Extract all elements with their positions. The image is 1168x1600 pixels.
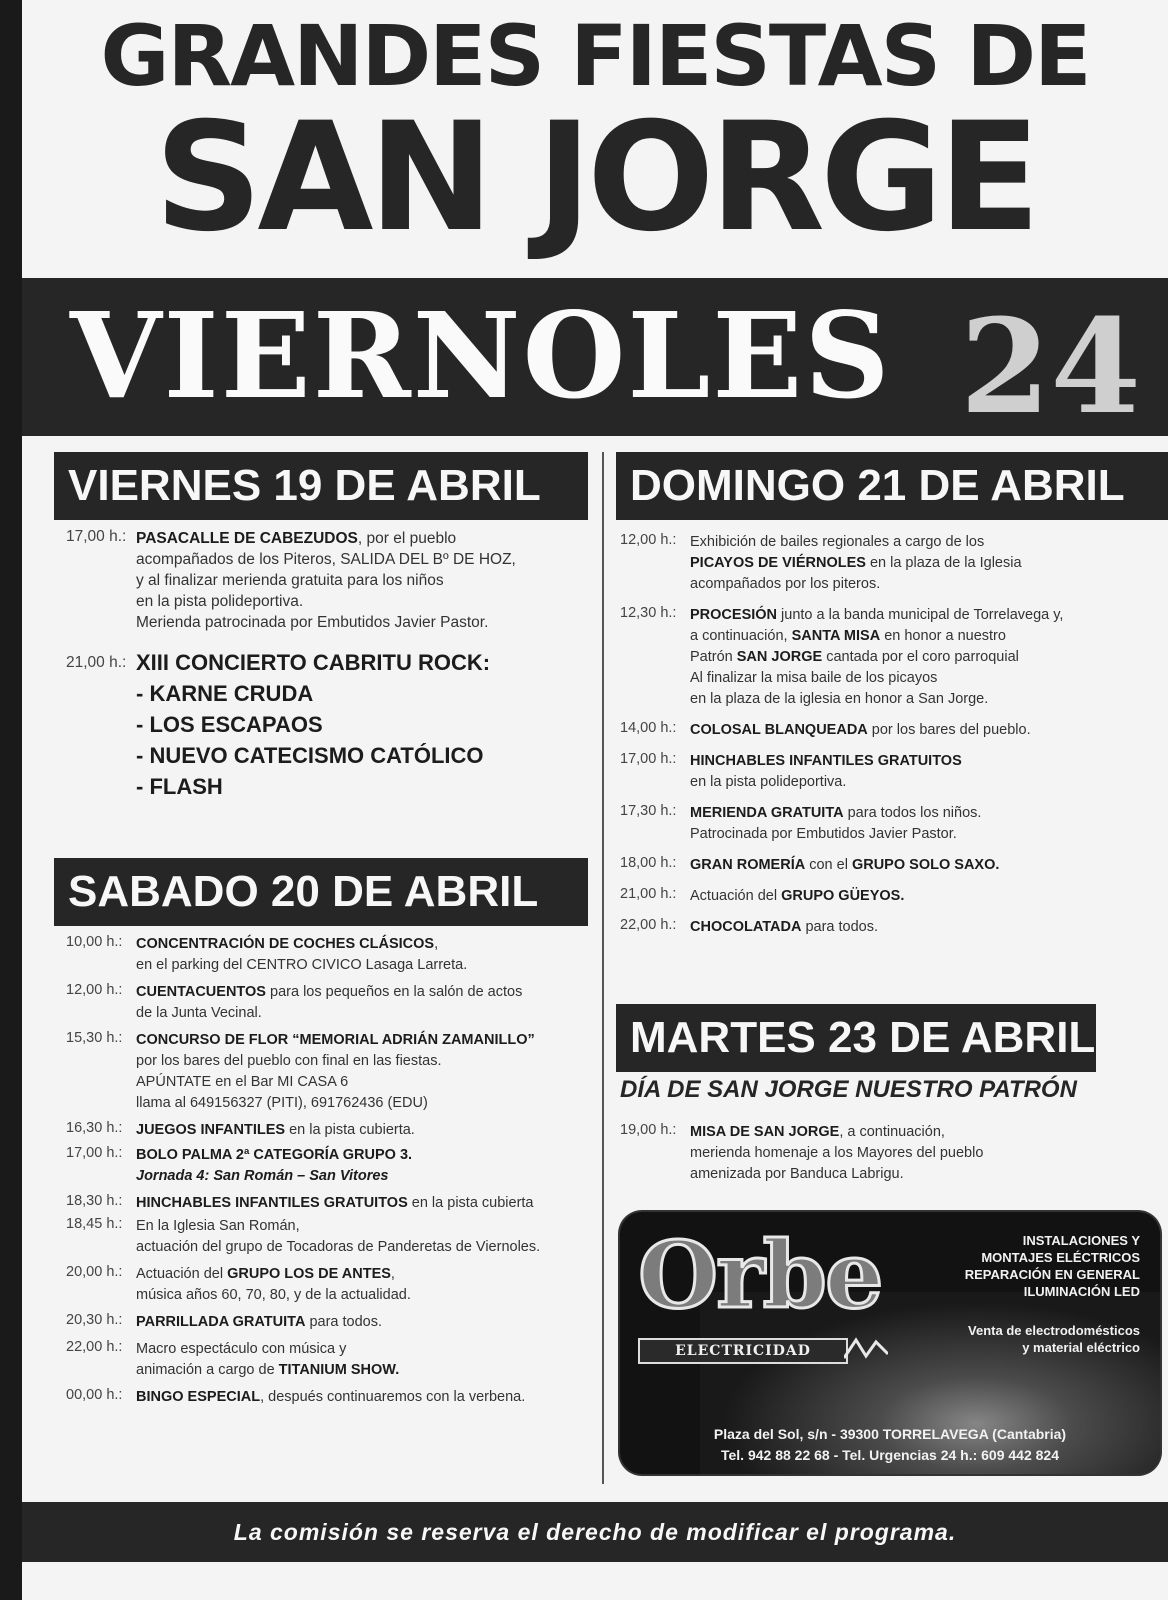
event-text: en la plaza de la iglesia en honor a San Jorge.: [690, 691, 989, 707]
event-title: TITANIUM SHOW.: [278, 1362, 400, 1378]
event-time: 12,00 h.:: [620, 532, 677, 548]
event-entry: [66, 1312, 602, 1333]
event-text: llama al 649156327 (PITI), 691762436 (EDU): [136, 1095, 428, 1111]
event-text: Actuación del: [690, 888, 782, 904]
martes-subtitle: DÍA DE SAN JORGE NUESTRO PATRÓN: [620, 1076, 1077, 1103]
event-text: Al finalizar la misa baile de los picayos: [690, 670, 938, 686]
event-entry: [66, 647, 596, 802]
event-entry: [66, 1030, 602, 1114]
event-time: 15,30 h.:: [66, 1030, 123, 1046]
event-time: 20,00 h.:: [66, 1264, 123, 1280]
event-text: en la pista cubierta: [407, 1195, 534, 1211]
heading-sabado: SABADO 20 DE ABRIL: [54, 858, 588, 926]
event-time: 17,00 h.:: [620, 751, 677, 767]
band-item: - NUEVO CATECISMO CATÓLICO: [136, 743, 484, 768]
poster: [22, 0, 1168, 1600]
event-time: 19,00 h.:: [620, 1122, 677, 1138]
event-time: 22,00 h.:: [66, 1339, 123, 1355]
event-time: 14,00 h.:: [620, 720, 677, 736]
event-entry: [66, 982, 602, 1024]
event-text: actuación del grupo de Tocadoras de Panderetas de Viernoles.: [136, 1239, 541, 1255]
event-time: 21,00 h.:: [620, 886, 677, 902]
event-text: amenizada por Banduca Labrigu.: [690, 1166, 904, 1182]
event-text: Exhibición de bailes regionales a cargo de los: [690, 534, 985, 550]
event-title: GRUPO SOLO SAXO.: [851, 857, 1000, 873]
event-text: por los bares del pueblo.: [867, 722, 1031, 738]
event-text: Actuación del: [136, 1266, 228, 1282]
event-text: Patrocinada por Embutidos Javier Pastor.: [690, 826, 957, 842]
event-time: 16,30 h.:: [66, 1120, 123, 1136]
event-title: JUEGOS INFANTILES: [136, 1122, 286, 1138]
title-band: [22, 278, 1168, 443]
event-time: 18,45 h.:: [66, 1216, 123, 1232]
event-time: 12,30 h.:: [620, 605, 677, 621]
event-text: , por el pueblo: [357, 530, 457, 547]
event-title: SAN JORGE: [736, 649, 823, 665]
ad-sales-line: y material eléctrico: [1022, 1340, 1140, 1355]
event-title: CONCURSO DE FLOR “MEMORIAL ADRIÁN ZAMANILLO”: [136, 1032, 535, 1048]
event-time: 18,00 h.:: [620, 855, 677, 871]
event-entry: [66, 934, 602, 976]
event-text: para todos.: [801, 919, 878, 935]
event-title: HINCHABLES INFANTILES GRATUITOS: [136, 1195, 408, 1211]
event-text: APÚNTATE en el Bar MI CASA 6: [136, 1074, 349, 1090]
event-entry: [66, 1193, 602, 1214]
event-text: en la pista cubierta.: [285, 1122, 415, 1138]
event-text: en el parking del CENTRO CIVICO Lasaga Larreta.: [136, 957, 468, 973]
event-text: Jornada 4: San Román – San Vitores: [136, 1168, 389, 1184]
event-text: acompañados por los piteros.: [690, 576, 881, 592]
event-entry: [620, 803, 1160, 845]
event-title: GRAN ROMERÍA: [690, 857, 806, 873]
event-time: 17,00 h.:: [66, 528, 127, 545]
event-entry: [66, 528, 596, 633]
year-number: 24: [960, 290, 1141, 443]
event-text: En la Iglesia San Román,: [136, 1218, 300, 1234]
event-entry: [66, 1387, 602, 1408]
event-text: animación a cargo de: [136, 1362, 279, 1378]
event-text: merienda homenaje a los Mayores del pueblo: [690, 1145, 984, 1161]
event-text: acompañados de los Piteros, SALIDA DEL Bº DE HOZ,: [136, 551, 516, 568]
event-time: 21,00 h.:: [66, 654, 127, 671]
ad-service-line: REPARACIÓN EN GENERAL: [964, 1267, 1140, 1282]
ad-phones: Tel. 942 88 22 68 - Tel. Urgencias 24 h.: 609 442 824: [720, 1447, 1060, 1463]
event-entry: [620, 917, 1160, 938]
event-text: música años 60, 70, 80, y de la actualidad.: [136, 1287, 411, 1303]
event-entry: [620, 1122, 1160, 1185]
event-text: junto a la banda municipal de Torrelavega y,: [777, 607, 1064, 623]
title-line-2: SAN JORGE: [154, 91, 1036, 265]
event-title: PASACALLE DE CABEZUDOS: [136, 530, 358, 547]
event-time: 10,00 h.:: [66, 934, 123, 950]
event-text: en la pista polideportiva.: [136, 593, 304, 610]
event-entry: [66, 1264, 602, 1306]
event-entry: [620, 751, 1160, 793]
event-title: CUENTACUENTOS: [136, 984, 266, 1000]
event-time: 18,30 h.:: [66, 1193, 123, 1209]
event-text: con el: [805, 857, 852, 873]
ad-address: Plaza del Sol, s/n - 39300 TORRELAVEGA (Cantabria): [713, 1426, 1067, 1442]
event-entry: [66, 1145, 602, 1187]
event-text: para los pequeños en la salón de actos: [265, 984, 523, 1000]
band-item: - KARNE CRUDA: [136, 681, 314, 706]
event-text: a continuación,: [690, 628, 792, 644]
event-entry: [620, 855, 1160, 876]
column-divider: [602, 452, 604, 1484]
ad-services: [965, 1232, 1140, 1300]
sabado-events: [66, 934, 602, 1417]
event-text: cantada por el coro parroquial: [822, 649, 1019, 665]
event-text: en la pista polideportiva.: [690, 774, 847, 790]
footer-disclaimer: La comisión se reserva el derecho de modificar el programa.: [22, 1502, 1168, 1562]
event-time: 00,00 h.:: [66, 1387, 123, 1403]
heading-domingo: DOMINGO 21 DE ABRIL: [616, 452, 1168, 520]
event-title: MERIENDA GRATUITA: [690, 805, 844, 821]
event-text: Merienda patrocinada por Embutidos Javier Pastor.: [136, 614, 489, 631]
event-time: 17,30 h.:: [620, 803, 677, 819]
event-text: , a continuación,: [839, 1124, 945, 1140]
event-text: Macro espectáculo con música y: [136, 1341, 347, 1357]
concert-title: XIII CONCIERTO CABRITU ROCK:: [136, 650, 491, 675]
event-text: por los bares del pueblo con final en las fiestas.: [136, 1053, 442, 1069]
event-text: de la Junta Vecinal.: [136, 1005, 262, 1021]
event-entry: [66, 1339, 602, 1381]
event-text: ,: [434, 936, 439, 952]
domingo-events: [620, 532, 1160, 947]
event-entry: [620, 886, 1160, 907]
heading-martes: MARTES 23 DE ABRIL: [616, 1004, 1096, 1072]
event-title: CHOCOLATADA: [690, 919, 802, 935]
event-title: PROCESIÓN: [690, 607, 778, 623]
event-title: GRUPO LOS DE ANTES: [227, 1266, 391, 1282]
event-title: GRUPO GÜEYOS.: [781, 888, 905, 904]
brand-subtitle: ELECTRICIDAD: [638, 1338, 848, 1364]
event-time: 17,00 h.:: [66, 1145, 123, 1161]
event-text: , después continuaremos con la verbena.: [260, 1389, 526, 1405]
place-name: VIERNOLES: [70, 286, 892, 425]
event-text: Patrón: [690, 649, 737, 665]
heading-viernes: VIERNES 19 DE ABRIL: [54, 452, 588, 520]
event-title: PARRILLADA GRATUITA: [136, 1314, 306, 1330]
event-entry: [620, 605, 1160, 710]
band-item: - LOS ESCAPAOS: [136, 712, 323, 737]
viernes-events: [66, 528, 596, 811]
event-title: BINGO ESPECIAL: [136, 1389, 261, 1405]
martes-events: [620, 1122, 1160, 1194]
ad-sales-line: Venta de electrodomésticos: [968, 1323, 1140, 1338]
event-text: ,: [390, 1266, 395, 1282]
sponsor-ad: [620, 1212, 1160, 1474]
title-line-1: GRANDES FIESTAS DE: [100, 7, 1090, 105]
event-text: para todos.: [305, 1314, 382, 1330]
event-title: MISA DE SAN JORGE: [690, 1124, 840, 1140]
event-title: SANTA MISA: [791, 628, 881, 644]
event-text: en la plaza de la Iglesia: [865, 555, 1022, 571]
band-item: - FLASH: [136, 774, 223, 799]
event-entry: [620, 532, 1160, 595]
ad-sales: [968, 1322, 1140, 1356]
event-time: 22,00 h.:: [620, 917, 677, 933]
ad-service-line: INSTALACIONES Y: [1022, 1233, 1140, 1248]
ad-service-line: ILUMINACIÓN LED: [1023, 1284, 1140, 1299]
event-title: COLOSAL BLANQUEADA: [690, 722, 868, 738]
event-time: 12,00 h.:: [66, 982, 123, 998]
event-entry: [620, 720, 1160, 741]
event-text: y al finalizar merienda gratuita para los niños: [136, 572, 444, 589]
event-text: en honor a nuestro: [880, 628, 1006, 644]
ad-service-line: MONTAJES ELÉCTRICOS: [981, 1250, 1140, 1265]
event-entry: [66, 1120, 602, 1141]
event-title: BOLO PALMA 2ª CATEGORÍA GRUPO 3.: [136, 1147, 413, 1163]
brand-logo: Orbe: [638, 1221, 882, 1329]
event-title: HINCHABLES INFANTILES GRATUITOS: [690, 753, 962, 769]
event-title: PICAYOS DE VIÉRNOLES: [690, 555, 866, 571]
zigzag-icon: [844, 1334, 888, 1364]
event-entry: [66, 1216, 602, 1258]
event-time: 20,30 h.:: [66, 1312, 123, 1328]
event-text: para todos los niños.: [843, 805, 982, 821]
event-title: CONCENTRACIÓN DE COCHES CLÁSICOS: [136, 936, 435, 952]
